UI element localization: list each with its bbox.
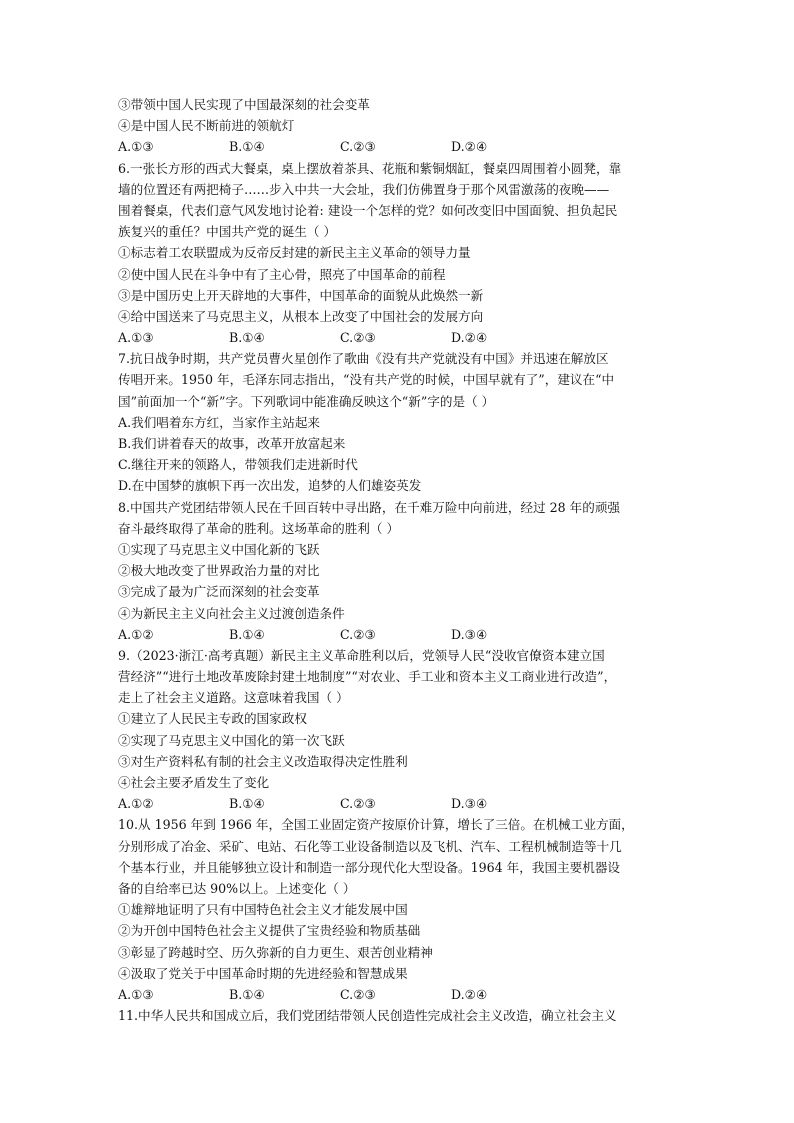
text-line: 个基本行业，并且能够独立设计和制造一部分现代化大型设备。1964 年，我国主要机器设 — [118, 859, 621, 875]
text-line: 9.（2023·浙江·高考真题）新民主主义革命胜利以后，党领导人民“没收官僚资本建立国 — [118, 647, 605, 663]
text-line: ③对生产资料私有制的社会主义改造取得决定性胜利 — [118, 753, 408, 769]
answer-option: B.①④ — [229, 796, 265, 812]
answer-option: C.②③ — [340, 626, 376, 642]
answer-option: D.②④ — [451, 986, 488, 1002]
answer-options — [118, 136, 688, 157]
text-line: ④社会主要矛盾发生了变化 — [118, 775, 270, 790]
text-line: 营经济”“进行土地改革废除封建土地制度”“对农业、手工业和资本主义工商业进行改造”， — [118, 669, 617, 685]
text-line: 传唱开来。1950 年，毛泽东同志指出，“没有共产党的时候，中国早就有了”，建议在“中 — [118, 372, 615, 388]
text-line: 10.从 1956 年到 1966 年，全国工业固定资产按原价计算，增长了三倍。在机械工业方面， — [118, 817, 634, 833]
text-line: ④为新民主主义向社会主义过渡创造条件 — [118, 605, 345, 621]
text-line: ②使中国人民在斗争中有了主心骨，照亮了中国革命的前程 — [118, 266, 446, 282]
text-line: 7.抗日战争时期，共产党员曹火星创作了歌曲《没有共产党就没有中国》并迅速在解放区 — [118, 351, 609, 367]
answer-option: A.①② — [118, 626, 154, 642]
text-line: ③带领中国人民实现了中国最深刻的社会变革 — [118, 97, 370, 112]
text-line: ①建立了人民民主专政的国家政权 — [118, 711, 307, 727]
exam-page — [118, 94, 688, 1026]
answer-option: B.①④ — [229, 330, 265, 346]
text-line: 备的自给率已达 90%以上。上述变化（ ） — [118, 880, 356, 896]
answer-option: D.②④ — [451, 139, 488, 155]
text-line: ④汲取了党关于中国革命时期的先进经验和智慧成果 — [118, 965, 408, 981]
answer-options — [118, 327, 688, 348]
answer-option: B.①④ — [229, 626, 265, 642]
text-line: ③彰显了跨越时空、历久弥新的自力更生、艰苦创业精神 — [118, 944, 433, 960]
text-line: 8.中国共产党团结带领人民在千回百转中寻出路，在千难万险中向前进，经过 28 年的顽强 — [118, 499, 621, 515]
text-line: 围着餐桌，代表们意气风发地讨论着: 建设一个怎样的党？如何改变旧中国面貌、担负起民 — [118, 202, 618, 218]
answer-option: D.②④ — [451, 330, 488, 346]
text-line: ④是中国人民不断前进的领航灯 — [118, 118, 295, 134]
text-line: A.我们唱着东方红，当家作主站起来 — [118, 414, 321, 430]
answer-option: D.③④ — [451, 796, 488, 812]
answer-option: B.①④ — [229, 986, 265, 1002]
answer-options — [118, 793, 688, 814]
text-line: 国”前面加一个“新”字。下列歌词中能准确反映这个“新”字的是（ ） — [118, 393, 495, 409]
answer-option: C.②③ — [340, 796, 376, 812]
text-line: 墙的位置还有两把椅子……步入中共一大会址，我们仿佛置身于那个风雷激荡的夜晚—— — [118, 181, 610, 197]
text-line: 11.中华人民共和国成立后，我们党团结带领人民创造性完成社会主义改造，确立社会主义 — [118, 1008, 617, 1024]
text-line: ③是中国历史上开天辟地的大事件，中国革命的面貌从此焕然一新 — [118, 287, 484, 303]
answer-option: D.③④ — [451, 626, 488, 642]
text-line: 6.一张长方形的西式大餐桌，桌上摆放着茶具、花瓶和紫铜烟缸，餐桌四周围着小圆凳，靠 — [118, 160, 622, 176]
text-line: C.继往开来的领路人，带领我们走进新时代 — [118, 457, 358, 473]
answer-option: A.①② — [118, 796, 154, 812]
text-line: B.我们讲着春天的故事，改革开放富起来 — [118, 436, 346, 451]
answer-options — [118, 984, 688, 1005]
text-line: 走上了社会主义道路。这意味着我国（ ） — [118, 690, 349, 706]
text-line: ③完成了最为广泛而深刻的社会变革 — [118, 584, 320, 600]
answer-option: A.①③ — [118, 986, 154, 1002]
answer-options — [118, 624, 688, 645]
answer-option: A.①③ — [118, 330, 154, 346]
answer-option: C.②③ — [340, 330, 376, 346]
text-line: 分别形成了冶金、采矿、电站、石化等工业设备制造以及飞机、汽车、工程机械制造等十几 — [118, 838, 622, 854]
text-line: 奋斗最终取得了革命的胜利。这场革命的胜利（ ） — [118, 520, 400, 536]
text-line: ②极大地改变了世界政治力量的对比 — [118, 563, 320, 579]
answer-option: A.①③ — [118, 139, 154, 155]
text-line: 族复兴的重任？中国共产党的诞生（ ） — [118, 224, 337, 240]
text-line: ①实现了马克思主义中国化新的飞跃 — [118, 541, 320, 557]
text-line: ④给中国送来了马克思主义，从根本上改变了中国社会的发展方向 — [118, 308, 484, 324]
text-line: ①标志着工农联盟成为反帝反封建的新民主主义革命的领导力量 — [118, 245, 471, 261]
answer-option: C.②③ — [340, 986, 376, 1002]
text-line: ②实现了马克思主义中国化的第一次飞跃 — [118, 732, 345, 748]
answer-option: B.①④ — [229, 139, 265, 155]
text-line: ①雄辩地证明了只有中国特色社会主义才能发展中国 — [118, 902, 408, 918]
answer-option: C.②③ — [340, 139, 376, 155]
text-line: D.在中国梦的旗帜下再一次出发，追梦的人们雄姿英发 — [118, 478, 422, 494]
text-line: ②为开创中国特色社会主义提供了宝贵经验和物质基础 — [118, 923, 421, 939]
